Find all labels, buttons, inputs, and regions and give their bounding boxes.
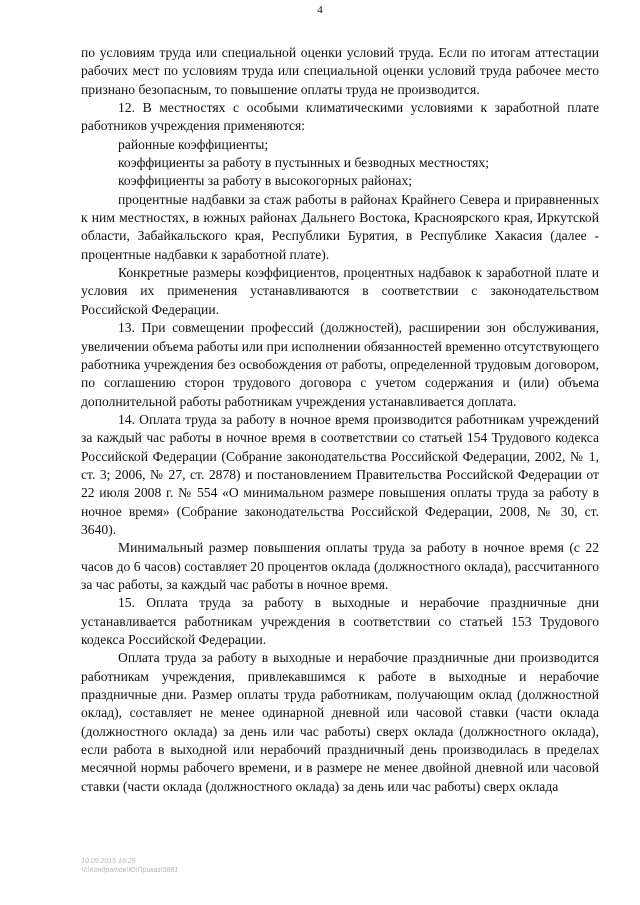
paragraph-northern-allowances: процентные надбавки за стаж работы в районах Крайнего Севера и приравненных к ним местностях, в южных районах Дальнего Востока, Красноярского края, Иркутской области, Забайкальского края, Республики Бурятия, в Республике Хакасия (далее - процентные надбавки к заработной плате).: [81, 191, 599, 262]
paragraph-weekend-pay: Оплата труда за работу в выходные и нерабочие праздничные дни производится работникам учреждения, привлекавшимся к работе в выходные и нерабочие праздничные дни. Размер оплаты труда работникам, получающим оклад (должностной оклад), составляет не менее одинарной дневной или часовой ставки (части оклада (должностного оклада) за день или час работы) сверх оклада (должностного оклада), если работа в выходной или нерабочий праздничный день производилась в пределах месячной нормы рабочего времени, и в размере не менее двойной дневной или часовой ставки (части оклада (должностного оклада) за день или час работы) сверх оклада: [81, 650, 599, 794]
paragraph-night-minimum: Минимальный размер повышения оплаты труда за работу в ночное время (с 22 часов до 6 часов) составляет 20 процентов оклада (должностного оклада), рассчитанного за час работы, за каждый час работы в ночное время.: [81, 540, 599, 592]
document-body: [81, 44, 599, 796]
paragraph-item-13: 13. При совмещении профессий (должностей), расширении зон обслуживания, увеличении объема работы или при исполнении обязанностей временно отсутствующего работника учреждения без освобождения от работы, определенной трудовым договором, по соглашению сторон трудового договора с учетом содержания и (или) объема дополнительной работы работникам учреждения устанавливается доплата.: [81, 320, 599, 409]
list-item-highland-coefficients: коэффициенты за работу в высокогорных районах;: [118, 173, 413, 189]
footer-file-path: Ч:\Кондратов\Ю\Приказ\5881: [81, 867, 179, 874]
paragraph-specific-amounts: Конкретные размеры коэффициентов, процентных надбавок к заработной плате и условия их применения устанавливаются в соответствии с законодательством Российской Федерации.: [81, 265, 599, 317]
paragraph-continuation: по условиям труда или специальной оценки условий труда. Если по итогам аттестации рабочих мест по условиям труда или специальной оценки условий труда рабочее место признано безопасным, то повышение оплаты труда не производится.: [81, 45, 599, 97]
footer-timestamp: 10.09.2015 16:29: [81, 858, 136, 865]
paragraph-item-15: 15. Оплата труда за работу в выходные и нерабочие праздничные дни устанавливается работникам учреждения в соответствии со статьей 153 Трудового кодекса Российской Федерации.: [81, 595, 599, 647]
list-item-regional-coefficients: районные коэффициенты;: [118, 136, 269, 152]
list-item-desert-coefficients: коэффициенты за работу в пустынных и безводных местностях;: [118, 155, 489, 171]
paragraph-item-14: 14. Оплата труда за работу в ночное время производится работникам учреждений за каждый час работы в ночное время в соответствии со статьей 154 Трудового кодекса Российской Федерации (Собрание законодательства Российской Федерации, 2002, № 1, ст. 3; 2006, № 27, ст. 2878) и постановлением Правительства Российской Федерации от 22 июля 2008 г. № 554 «О минимальном размере повышения оплаты труда за работу в ночное время» (Собрание законодательства Российской Федерации, 2008, № 30, ст. 3640).: [81, 411, 599, 537]
paragraph-item-12: 12. В местностях с особыми климатическими условиями к заработной плате работников учреждения применяются:: [81, 100, 599, 134]
document-footer: [81, 857, 178, 875]
page-number: 4: [317, 4, 323, 16]
